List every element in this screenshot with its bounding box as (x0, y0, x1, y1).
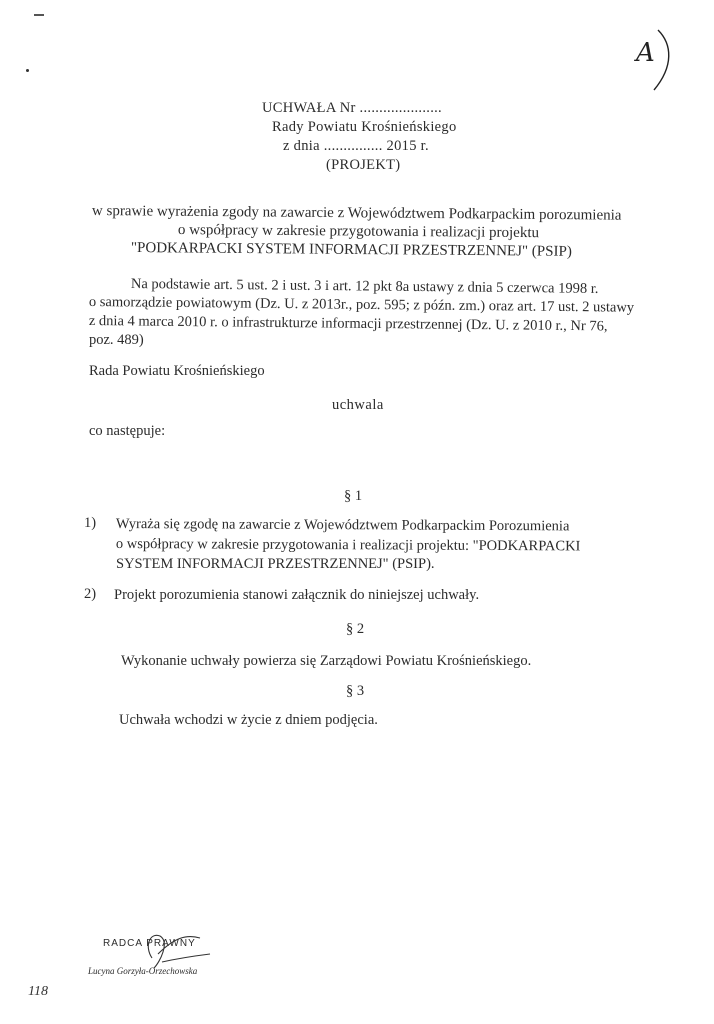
header-date: z dnia ............... 2015 r. (283, 138, 429, 154)
title-line-3: "PODKARPACKI SYSTEM INFORMACJI PRZESTRZENNEJ" (PSIP) (130, 240, 572, 260)
as-follows-line: co następuje: (89, 423, 166, 439)
item-2-number: 2) (84, 586, 97, 602)
preamble-line-4: poz. 489) (89, 332, 144, 348)
section-2-text: Wykonanie uchwały powierza się Zarządowi Powiatu Krośnieńskiego. (121, 653, 532, 669)
corner-parenthesis-stroke (650, 26, 680, 96)
item-1-number: 1) (84, 515, 97, 531)
handwritten-page-mark: 118 (28, 984, 48, 999)
section-3-text: Uchwała wchodzi w życie z dniem podjęcia. (119, 712, 378, 728)
corner-handwritten-mark: A (636, 38, 655, 68)
legal-advisor-name: Lucyna Gorzyła-Orzechowska (88, 966, 198, 976)
council-line: Rada Powiatu Krośnieńskiego (89, 363, 265, 379)
preamble-line-3: z dnia 4 marca 2010 r. o infrastrukturze informacji przestrzennej (Dz. U. z 2010 r., Nr 76, (88, 313, 608, 335)
item-1-line-1: Wyraża się zgodę na zawarcie z Województwem Podkarpackim Porozumienia (115, 516, 570, 535)
section-3-heading: § 3 (346, 683, 365, 699)
item-2-text: Projekt porozumienia stanowi załącznik do niniejszej uchwały. (114, 587, 480, 603)
preamble-line-2: o samorządzie powiatowym (Dz. U. z 2013r., poz. 595; z późn. zm.) oraz art. 17 ust. 2 ustawy (88, 294, 635, 316)
resolves-line: uchwala (332, 397, 384, 413)
item-1-line-2: o współpracy w zakresie przygotowania i realizacji projektu: "PODKARPACKI (115, 536, 581, 555)
title-line-1: w sprawie wyrażenia zgody na zawarcie z Województwem Podkarpackim porozumienia (91, 203, 622, 224)
header-council: Rady Powiatu Krośnieńskiego (272, 119, 457, 135)
item-1-line-3: SYSTEM INFORMACJI PRZESTRZENNEJ" (PSIP). (116, 556, 435, 572)
preamble-line-1: Na podstawie art. 5 ust. 2 i ust. 3 i art. 12 pkt 8a ustawy z dnia 5 czerwca 1998 r. (130, 276, 599, 297)
section-2-heading: § 2 (346, 621, 365, 637)
legal-advisor-stamp-title: RADCA PRAWNY (103, 938, 196, 949)
header-resolution-number: UCHWAŁA Nr ..................... (262, 100, 442, 116)
title-line-2: o współpracy w zakresie przygotowania i realizacji projektu (177, 222, 540, 242)
section-1-heading: § 1 (344, 488, 363, 504)
header-project: (PROJEKT) (326, 157, 401, 173)
left-dot (26, 69, 29, 72)
top-dash (34, 14, 44, 16)
